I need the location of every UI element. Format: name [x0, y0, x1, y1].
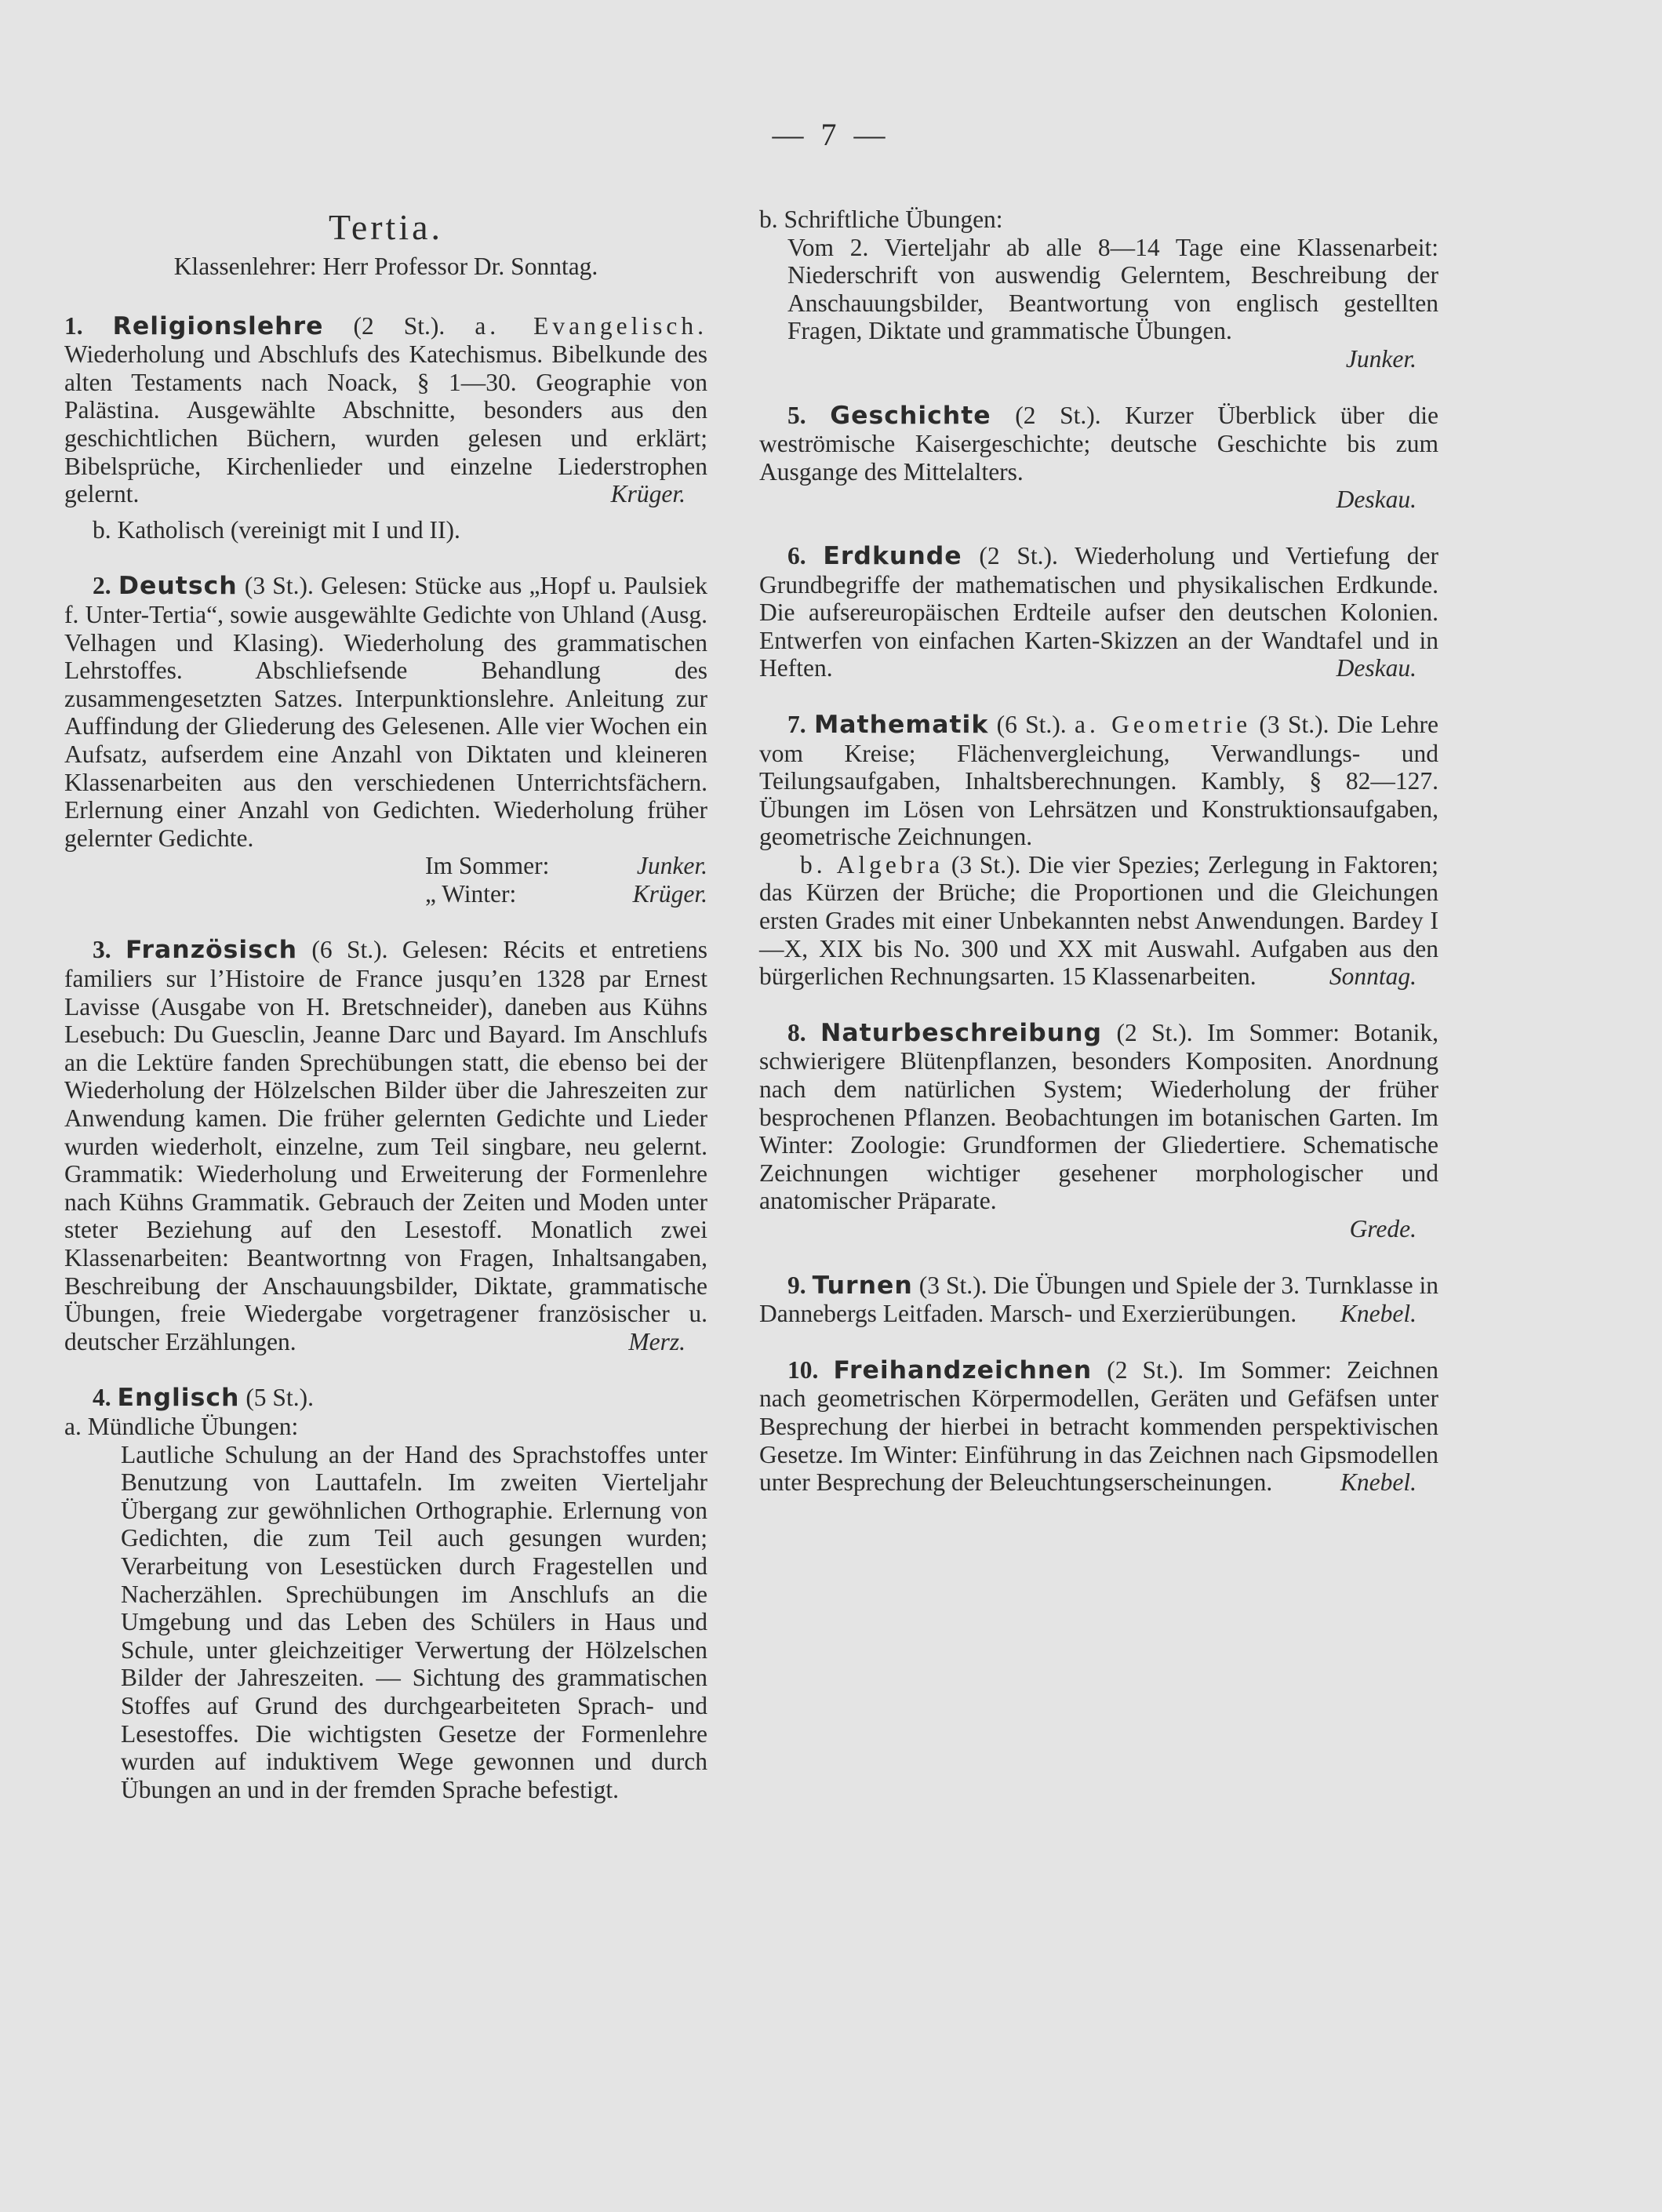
section-religion — [64, 312, 707, 544]
section-teacher: Krüger. — [610, 480, 686, 508]
section-german-body — [64, 572, 707, 852]
section-hours: (3 St.). — [918, 1271, 987, 1299]
section-text: Die Übungen und Spiele der 3. Turnklasse in Dannebergs Leitfaden. Marsch- und Exerzierübungen. — [759, 1271, 1439, 1328]
section-french-body — [64, 936, 707, 1355]
section-english-continued — [759, 206, 1438, 373]
teacher-schedule — [425, 852, 707, 908]
section-religion-body — [64, 312, 707, 508]
section-hours: (2 St.). — [353, 311, 446, 340]
section-hours: (3 St.). — [244, 572, 314, 600]
subsection-text: (3 St.). Die vier Spezies; Zerlegung in Faktoren; das Kürzen der Brüche; die Proportionen und die Gleichungen ersten Grades mit einer Unbekannten nebst Anwendungen. Bardey I—X, XIX bis No. 300 und XX mit Auswahl. Aufgaben aus den bürgerlichen Rechnungsarten. 15 Klassenarbeiten. — [759, 850, 1439, 991]
section-german — [64, 572, 707, 908]
section-text: Wiederholung und Vertiefung der Grundbegriffe der mathematischen und physikalischen Erdkunde. Die aufsereuropäischen Erdteile aufser den deutschen Kolonien. Entwerfen von einfachen Karten-Skizzen an der Wandtafel und in Heften. — [759, 541, 1439, 682]
section-number: 2. — [93, 572, 111, 600]
section-number: 7. — [787, 710, 806, 738]
section-title: Mathematik — [813, 710, 989, 739]
section-history — [759, 402, 1438, 514]
summer-label: Im Sommer: — [425, 852, 550, 880]
section-title: Religionslehre — [112, 311, 324, 340]
section-text: Gelesen: Récits et entretiens familiers sur l’Histoire de France jusqu’en 1328 par Ernest Lavisse (Ausgabe von H. Bretschneider), daneben aus Kühns Lesebuch: Du Guesclin, Jeanne Darc und Bayard. Im Anschlufs an die Lektüre fanden Sprechübungen statt, die ebenso bei der Wiederholung der Hölzelschen Bilder über die Jahreszeiten zur Anwendung kamen. Die früher gelernten Gedichte und Lieder wurden wiederholt, einzelne, zum Teil singbare, neu gelernt. Grammatik: Wiederholung und Erweiterung der Formenlehre nach Kühns Grammatik. Gebrauch der Zeiten und Moden unter steter Beziehung auf den Lesestoff. Monatlich zwei Klassenarbeiten: Beantwortnng von Fragen, Inhaltsangaben, Beschreibung der Anschauungsbilder, Diktate, grammatische Übungen, freie Wiedergabe vorgetragener französischer u. deutscher Erzählungen. — [64, 936, 707, 1355]
section-teacher: Sonntag. — [1329, 962, 1417, 991]
section-english — [64, 1384, 707, 1803]
section-text: Im Sommer: Botanik, schwierigere Blütenpflanzen, besonders Kompositen. Anordnung nach dem natürlichen System; Wiederholung der früher besprochenen Pflanzen. Beobachtungen im botanischen Garten. Im Winter: Zoologie: Grundformen der Gliedertiere. Schematische Zeichnungen wichtiger gesehener morphologischer und anatomischer Präparate. — [759, 1018, 1439, 1215]
section-number: 5. — [787, 401, 806, 429]
section-title: Naturbeschreibung — [820, 1018, 1103, 1047]
section-number: 9. — [787, 1271, 806, 1299]
summer-teacher: Junker. — [636, 852, 707, 880]
section-gymnastics-body — [759, 1272, 1438, 1328]
winter-teacher: Krüger. — [632, 879, 707, 908]
section-hours: (6 St.). — [311, 936, 388, 964]
subsection-b-label: b. Schriftliche Übungen: — [759, 206, 1003, 233]
section-geography-body — [759, 542, 1438, 682]
section-natural-history-body — [759, 1019, 1438, 1215]
page-number: — 7 — — [772, 117, 890, 152]
subsection-label: b. Algebra — [800, 850, 944, 879]
section-title: Geschichte — [830, 401, 991, 430]
section-title: Freihandzeichnen — [833, 1355, 1093, 1384]
section-mathematics-algebra — [759, 851, 1438, 991]
section-drawing — [759, 1356, 1438, 1497]
section-hours: (2 St.). — [1107, 1355, 1184, 1384]
subsection-a-text — [64, 1441, 707, 1804]
winter-label: „ Winter: — [425, 879, 517, 908]
winter-row — [425, 880, 707, 908]
section-teacher: Knebel. — [1340, 1468, 1417, 1497]
section-text: Gelesen: Stücke aus „Hopf u. Paulsiek f. Unter-Tertia“, sowie ausgewählte Gedichte von Uhland (Ausg. Velhagen und Klasing). Wiederholung des grammatischen Lehrstoffes. Abschliefsende Behandlung des zusammengesetzten Satzes. Interpunktionslehre. Anleitung zur Auffindung der Gliederung des Gelesenen. Alle vier Wochen ein Aufsatz, aufserdem eine Anzahl von Diktaten und kleineren Klassenarbeiten aus den verschiedenen Unterrichtsfächern. Erlernung einer Anzahl von Gedichten. Wiederholung früher gelernter Gedichte. — [64, 572, 708, 852]
section-title: Französisch — [125, 936, 298, 965]
class-title: Tertia. — [328, 207, 444, 247]
section-english-heading — [64, 1384, 707, 1413]
section-title: Deutsch — [118, 572, 238, 601]
subsection-a-text-content: Lautliche Schulung an der Hand des Sprachstoffes unter Benutzung von Lauttafeln. Im zweiten Vierteljahr Übergang zur gewöhnlichen Orthographie. Erlernung von Gedichten, die zum Teil auch gesungen wurden; Verarbeitung von Lesestücken durch Fragestellen und Nacherzählen. Sprechübungen im Anschlufs an die Umgebung und das Leben des Schülers in Haus und Schule, unter gleichzeitiger Verwertung der Hölzelschen Bilder der Jahreszeiten. — Sichtung des grammatischen Stoffes auf Grund des durchgearbeiteten Sprach- und Lesestoffes. Die wichtigsten Gesetze der Formenlehre wurden auf induktivem Wege gewonnen und durch Übungen an und in der fremden Sprache befestigt. — [121, 1440, 707, 1803]
section-french — [64, 936, 707, 1355]
section-title: Turnen — [812, 1271, 913, 1300]
section-teacher: Merz. — [628, 1327, 686, 1355]
summer-row — [425, 852, 707, 880]
section-text: Im Sommer: Zeichnen nach geometrischen Körpermodellen, Geräten und Gefäfsen unter Besprechung der hierbei in betracht kommenden perspektivischen Gesetze. Im Winter: Einführung in das Zeichnen nach Gipsmodellen unter Besprechung der Beleuchtungserscheinungen. — [759, 1355, 1439, 1497]
section-history-body — [759, 402, 1438, 486]
section-geography — [759, 542, 1438, 682]
subsection-label: a. Geometrie — [1074, 710, 1252, 738]
section-teacher: Deskau. — [1336, 486, 1417, 514]
section-title: Erdkunde — [823, 541, 962, 570]
section-drawing-body — [759, 1356, 1438, 1497]
section-mathematics — [759, 711, 1438, 991]
subsection-label: a. Evangelisch. — [475, 311, 708, 340]
section-number: 6. — [787, 541, 806, 569]
section-number: 10. — [787, 1355, 819, 1384]
section-text: Wiederholung und Abschlufs des Katechismus. Bibelkunde des alten Testaments nach Noack, § 1—30. Geographie von Palästina. Ausgewählte Abschnitte, besonders aus den geschichtlichen Büchern, wurden gelesen und erklärt; Bibelsprüche, Kirchenlieder und einzelne Liederstrophen gelernt. — [64, 340, 707, 508]
section-text: Kurzer Überblick über die weströmische Kaisergeschichte; deutsche Geschichte bis zum Ausgange des Mittelalters. — [759, 401, 1438, 486]
section-gymnastics — [759, 1272, 1438, 1328]
subsection-text: (3 St.). Die Lehre vom Kreise; Flächenvergleichung, Verwandlungs- und Teilungsaufgaben, Inhaltsberechnungen. Kambly, § 82—127. Übungen im Lösen von Lehrsätzen und Konstruktionsaufgaben, geometrische Zeichnungen. — [759, 710, 1438, 851]
section-teacher: Knebel. — [1340, 1300, 1417, 1328]
section-hours: (5 St.). — [245, 1384, 314, 1412]
subsection-a-label: a. Mündliche Übungen: — [64, 1412, 299, 1440]
section-teacher: Junker. — [1345, 344, 1417, 373]
section-teacher: Deskau. — [1336, 654, 1417, 682]
section-number: 3. — [93, 936, 111, 964]
class-teacher: Klassenlehrer: Herr Professor Dr. Sonntag. — [173, 253, 598, 280]
section-hours: (2 St.). — [1015, 401, 1101, 429]
left-column — [64, 206, 707, 1803]
subsection-b: b. Katholisch (vereinigt mit I und II). — [93, 515, 460, 544]
section-hours: (2 St.). — [1116, 1018, 1193, 1046]
section-mathematics-body — [759, 711, 1438, 851]
subsection-b-text: Vom 2. Vierteljahr ab alle 8—14 Tage eine Klassenarbeit: Niederschrift von auswendig Gelerntem, Beschreibung der Anschauungsbilder, Beantwortung von englisch gestellten Fragen, Diktate und grammatische Übungen. — [787, 233, 1438, 345]
section-teacher: Grede. — [1349, 1215, 1417, 1242]
section-hours: (2 St.). — [979, 541, 1058, 569]
section-hours: (6 St.). — [996, 710, 1067, 738]
section-natural-history — [759, 1019, 1438, 1243]
section-title: Englisch — [117, 1384, 240, 1413]
section-number: 4. — [93, 1384, 111, 1412]
section-number: 8. — [787, 1018, 806, 1046]
section-number: 1. — [64, 311, 83, 340]
right-column — [759, 206, 1438, 1497]
